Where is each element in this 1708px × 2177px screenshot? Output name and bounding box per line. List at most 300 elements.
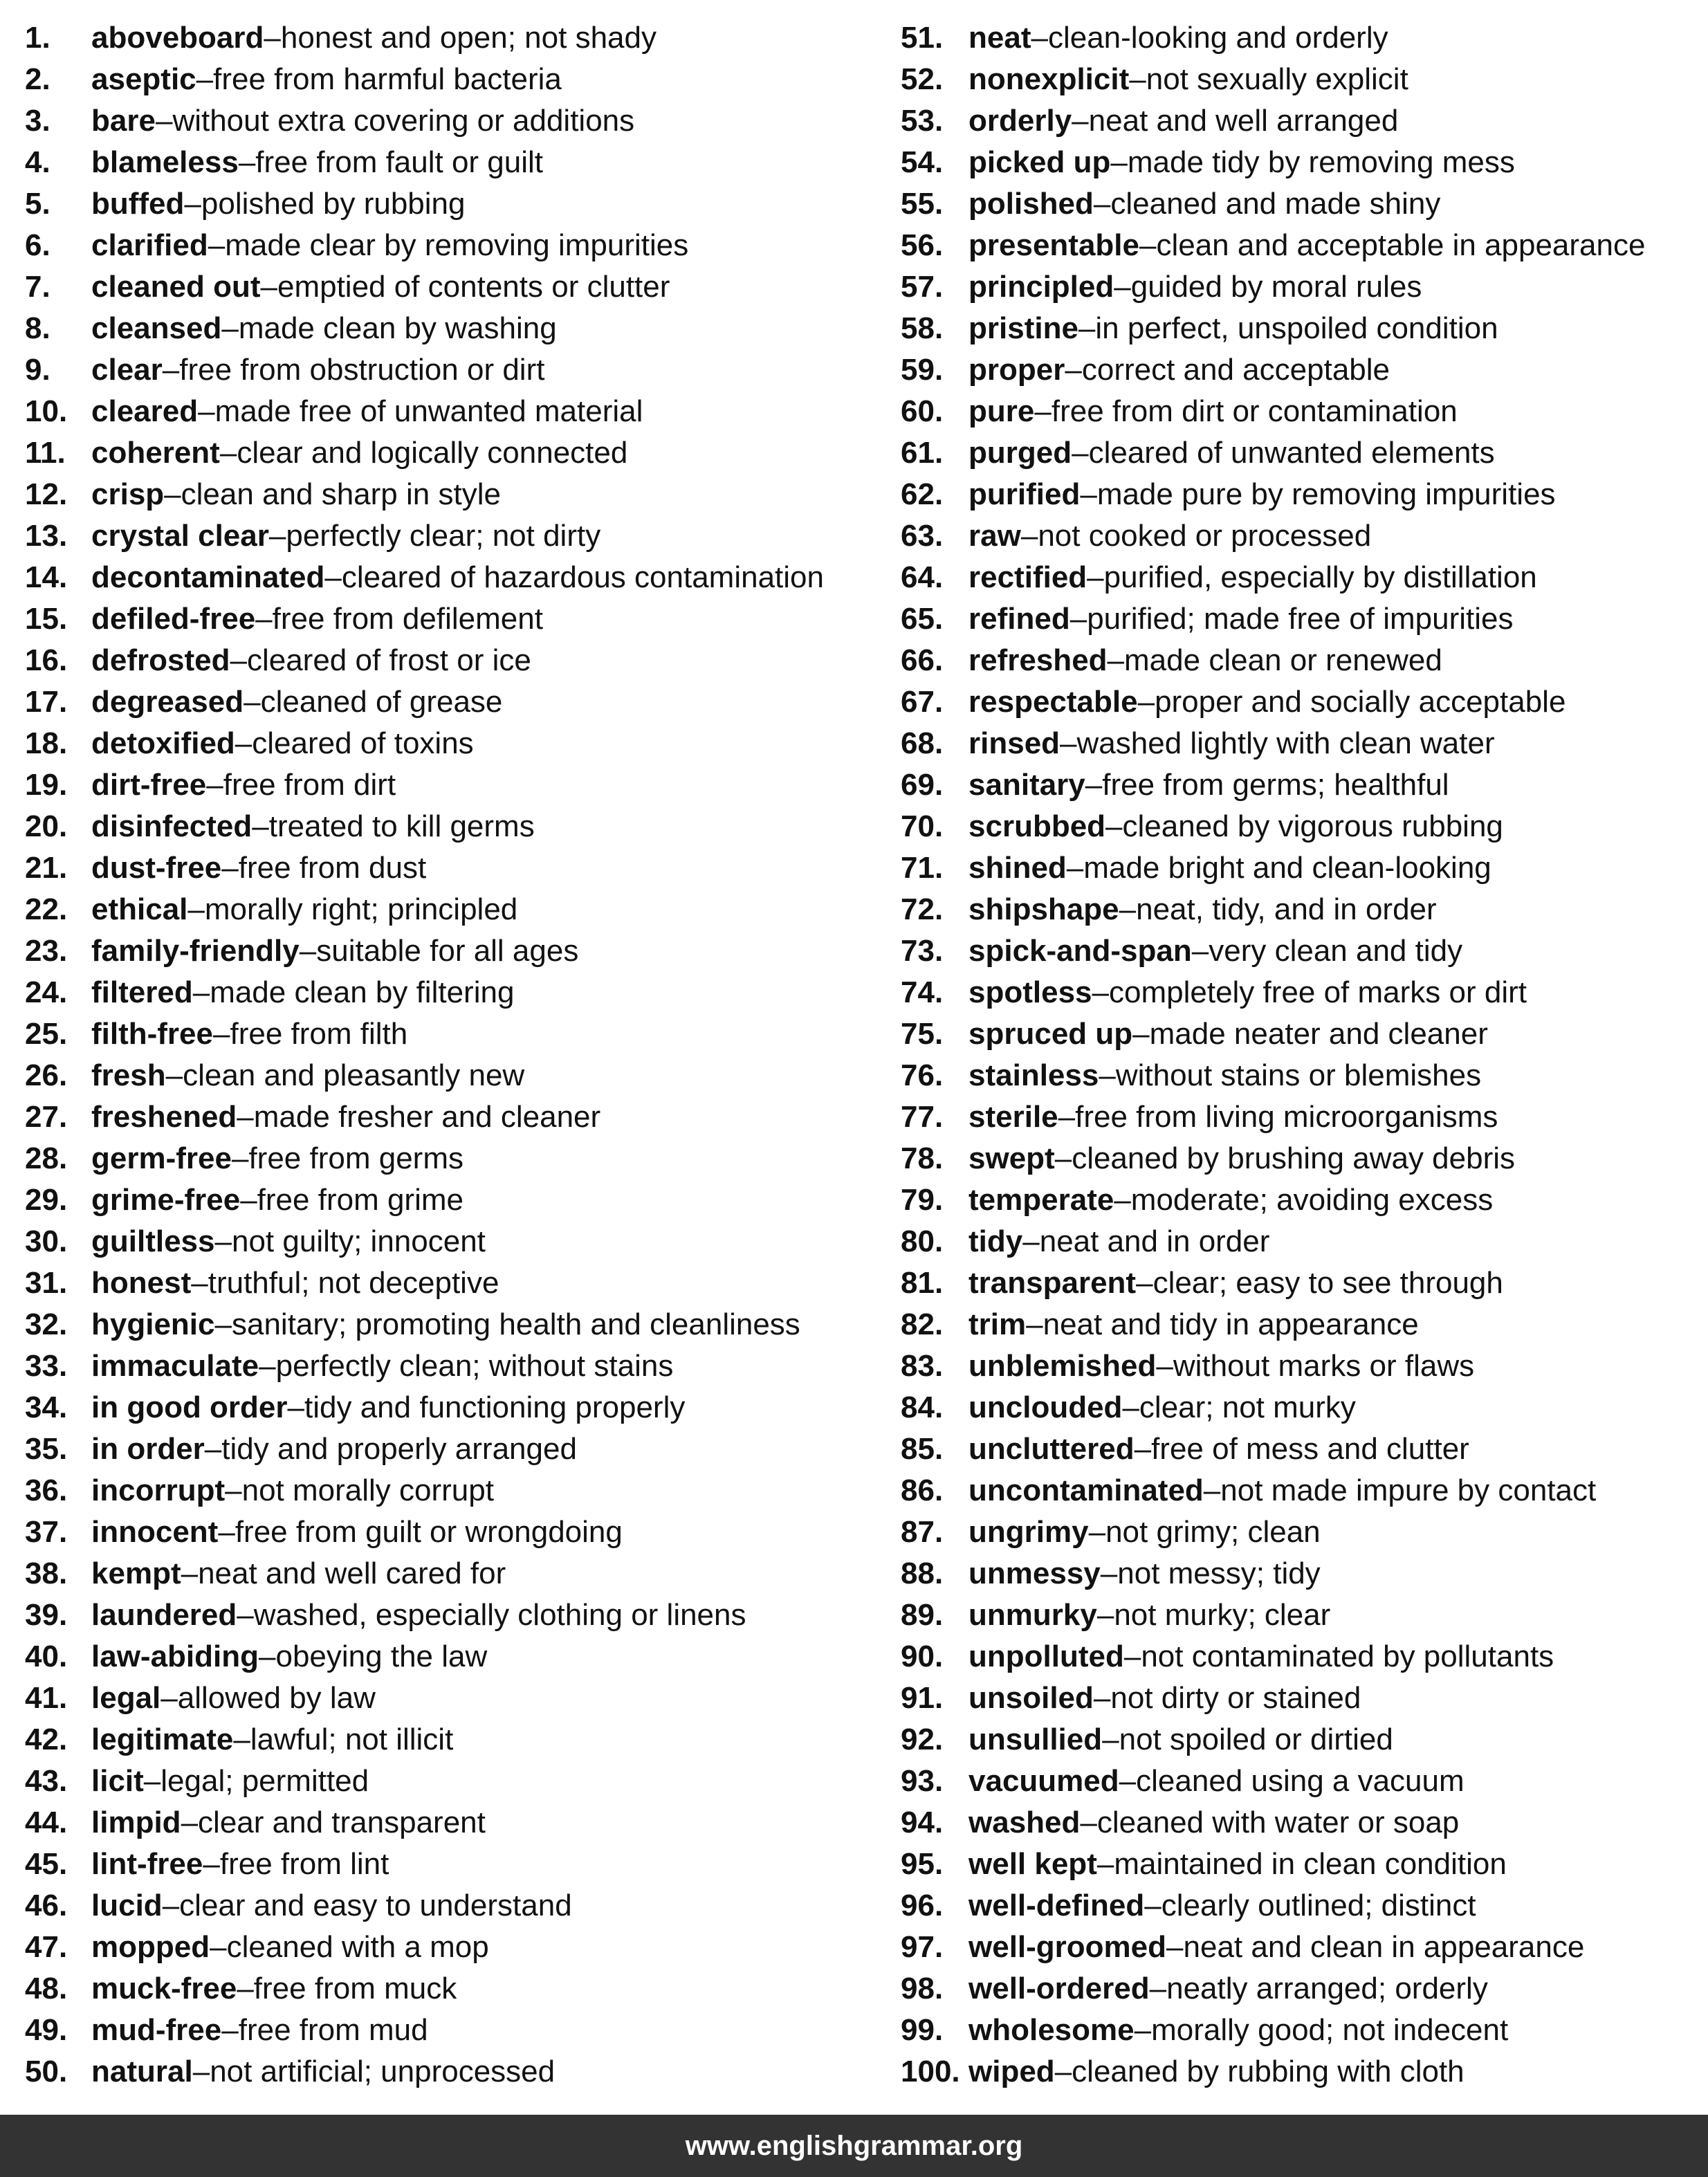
list-item <box>25 1844 876 1885</box>
entry-definition: cleaned using a vacuum <box>1136 1764 1464 1798</box>
entry-definition: free from harmful bacteria <box>213 62 562 96</box>
list-item <box>25 2051 876 2093</box>
entry-definition: completely free of marks or dirt <box>1109 975 1527 1009</box>
entry-separator: – <box>143 1764 161 1798</box>
entry-definition: not cooked or processed <box>1038 519 1372 553</box>
list-item <box>901 1262 1703 1304</box>
entry-word: refined <box>968 602 1070 636</box>
list-item <box>25 17 876 59</box>
entry-number: 84. <box>901 1390 944 1424</box>
entry-separator: – <box>1093 1681 1111 1715</box>
list-item <box>901 474 1703 515</box>
list-item <box>25 1304 876 1345</box>
list-item <box>901 2051 1703 2093</box>
entry-word: purged <box>968 436 1072 470</box>
entry-separator: – <box>1102 1723 1119 1756</box>
entry-definition: free from dirt or contamination <box>1051 394 1458 428</box>
entry-definition: neat and in order <box>1039 1224 1270 1258</box>
entry-number: 32. <box>25 1307 68 1341</box>
list-item <box>25 557 876 598</box>
entry-separator: – <box>162 1889 180 1922</box>
list-item <box>25 1512 876 1553</box>
entry-definition: free from lint <box>219 1847 389 1881</box>
entry-definition: made clear by removing impurities <box>225 228 689 262</box>
list-item <box>901 1470 1703 1512</box>
list-item <box>25 1221 876 1262</box>
entry-separator: – <box>1060 726 1077 760</box>
entry-word: washed <box>968 1806 1081 1839</box>
entry-separator: – <box>1069 602 1087 636</box>
list-item <box>25 142 876 183</box>
entry-separator: – <box>1156 1349 1173 1383</box>
list-item <box>901 1138 1703 1179</box>
entry-number: 3. <box>25 104 50 138</box>
entry-word: pure <box>968 394 1035 428</box>
entry-number: 57. <box>901 270 944 304</box>
entry-definition: treated to kill germs <box>268 809 535 843</box>
entry-number: 55. <box>901 187 944 221</box>
entry-number: 89. <box>901 1598 944 1632</box>
entry-separator: – <box>1031 21 1048 55</box>
entry-number: 9. <box>25 353 50 387</box>
entry-number: 62. <box>901 477 944 511</box>
entry-separator: – <box>264 21 281 55</box>
entry-word: filtered <box>91 975 193 1009</box>
entry-separator: – <box>1114 1183 1131 1217</box>
entry-number: 94. <box>901 1806 944 1839</box>
entry-separator: – <box>196 62 214 96</box>
entry-definition: cleared of unwanted elements <box>1088 436 1495 470</box>
entry-number: 27. <box>25 1100 68 1134</box>
entry-number: 24. <box>25 975 68 1009</box>
entry-word: vacuumed <box>968 1764 1119 1798</box>
list-item <box>25 640 876 681</box>
entry-word: cleansed <box>91 311 222 345</box>
entry-separator: – <box>162 353 180 387</box>
entry-definition: made fresher and cleaner <box>253 1100 601 1134</box>
entry-number: 81. <box>901 1266 944 1300</box>
entry-separator: – <box>214 1224 232 1258</box>
entry-definition: proper and socially acceptable <box>1155 685 1566 719</box>
entry-separator: – <box>1105 809 1123 843</box>
left-column <box>25 17 876 2093</box>
entry-word: pristine <box>968 311 1078 345</box>
entry-word: laundered <box>91 1598 237 1632</box>
entry-word: respectable <box>968 685 1138 719</box>
list-item <box>25 432 876 474</box>
list-item <box>901 515 1703 557</box>
entry-definition: clean and sharp in style <box>181 477 501 511</box>
entry-definition: not spoiled or dirtied <box>1119 1723 1393 1756</box>
entry-number: 50. <box>25 2055 68 2088</box>
entry-word: principled <box>968 270 1114 304</box>
entry-word: swept <box>968 1141 1055 1175</box>
entry-word: legal <box>91 1681 161 1715</box>
list-item <box>901 723 1703 764</box>
entry-definition: correct and acceptable <box>1081 353 1390 387</box>
entry-definition: free from germs; healthful <box>1102 768 1449 802</box>
entry-word: natural <box>91 2055 193 2088</box>
entry-number: 25. <box>25 1017 68 1051</box>
entry-separator: – <box>1092 975 1109 1009</box>
entry-number: 8. <box>25 311 50 345</box>
entry-definition: neat and tidy in appearance <box>1043 1307 1419 1341</box>
entry-separator: – <box>237 1972 254 2005</box>
entry-word: cleared <box>91 394 199 428</box>
entry-word: trim <box>968 1307 1027 1341</box>
list-item <box>901 972 1703 1013</box>
entry-word: detoxified <box>91 726 235 760</box>
entry-definition: washed, especially clothing or linens <box>253 1598 746 1632</box>
list-item <box>25 1013 876 1055</box>
entry-separator: – <box>1122 1390 1139 1424</box>
entry-definition: not grimy; clean <box>1105 1515 1321 1549</box>
entry-separator: – <box>1132 1017 1150 1051</box>
list-item <box>901 142 1703 183</box>
list-item <box>901 100 1703 142</box>
entry-definition: cleaned of grease <box>260 685 503 719</box>
entry-separator: – <box>1066 851 1084 885</box>
entry-definition: clean and acceptable in appearance <box>1156 228 1646 262</box>
entry-separator: – <box>221 311 239 345</box>
list-item <box>25 515 876 557</box>
entry-separator: – <box>260 270 277 304</box>
entry-separator: – <box>1110 145 1128 179</box>
entry-number: 40. <box>25 1639 68 1673</box>
entry-number: 12. <box>25 477 68 511</box>
entry-separator: – <box>198 394 215 428</box>
list-item <box>901 391 1703 432</box>
list-item <box>25 1678 876 1719</box>
entry-definition: cleaned and made shiny <box>1110 187 1441 221</box>
entry-separator: – <box>230 643 247 677</box>
entry-number: 46. <box>25 1889 68 1922</box>
footer-bar <box>0 2115 1708 2177</box>
list-item <box>25 1595 876 1636</box>
list-item <box>25 1802 876 1844</box>
list-item <box>25 681 876 723</box>
entry-number: 90. <box>901 1639 944 1673</box>
entry-number: 68. <box>901 726 944 760</box>
entry-word: mud-free <box>91 2013 222 2047</box>
entry-separator: – <box>240 1183 257 1217</box>
entry-definition: cleaned by brushing away debris <box>1072 1141 1516 1175</box>
entry-definition: free from living microorganisms <box>1075 1100 1498 1134</box>
entry-definition: not sexually explicit <box>1146 62 1408 96</box>
entry-definition: cleared of frost or ice <box>246 643 531 677</box>
entry-number: 93. <box>901 1764 944 1798</box>
entry-definition: lawful; not illicit <box>250 1723 454 1756</box>
entry-number: 67. <box>901 685 944 719</box>
entry-separator: – <box>214 1307 232 1341</box>
entry-word: rectified <box>968 560 1087 594</box>
entry-number: 34. <box>25 1390 68 1424</box>
entry-definition: free from muck <box>253 1972 457 2005</box>
entry-definition: made clean or renewed <box>1124 643 1442 677</box>
entry-definition: not messy; tidy <box>1117 1556 1321 1590</box>
entry-number: 47. <box>25 1930 68 1964</box>
list-item <box>901 1512 1703 1553</box>
entry-number: 35. <box>25 1432 68 1466</box>
entry-definition: clearly outlined; distinct <box>1161 1889 1476 1922</box>
footer-url[interactable]: www.englishgrammar.org <box>685 2130 1023 2161</box>
entry-word: lucid <box>91 1889 163 1922</box>
entry-number: 85. <box>901 1432 944 1466</box>
entry-word: scrubbed <box>968 809 1106 843</box>
entry-word: temperate <box>968 1183 1114 1217</box>
entry-word: unblemished <box>968 1349 1157 1383</box>
entry-separator: – <box>1166 1930 1184 1964</box>
entry-word: orderly <box>968 104 1072 138</box>
entry-number: 36. <box>25 1473 68 1507</box>
entry-number: 22. <box>25 892 68 926</box>
entry-number: 38. <box>25 1556 68 1590</box>
entry-word: limpid <box>91 1806 181 1839</box>
entry-definition: cleared of toxins <box>252 726 474 760</box>
entry-separator: – <box>1149 1972 1167 2005</box>
list-item <box>25 889 876 930</box>
list-item <box>901 308 1703 349</box>
entry-number: 7. <box>25 270 50 304</box>
entry-word: dust-free <box>91 851 222 885</box>
list-item <box>901 1221 1703 1262</box>
entry-word: stainless <box>968 1058 1099 1092</box>
entry-number: 78. <box>901 1141 944 1175</box>
entry-word: sterile <box>968 1100 1058 1134</box>
entry-definition: made clean by filtering <box>210 975 515 1009</box>
entry-number: 87. <box>901 1515 944 1549</box>
entry-number: 83. <box>901 1349 944 1383</box>
list-item <box>25 1387 876 1429</box>
entry-number: 77. <box>901 1100 944 1134</box>
entry-definition: free from dust <box>238 851 427 885</box>
list-item <box>901 1844 1703 1885</box>
entry-word: law-abiding <box>91 1639 259 1673</box>
entry-separator: – <box>324 560 342 594</box>
entry-definition: not artificial; unprocessed <box>210 2055 555 2088</box>
list-item <box>901 557 1703 598</box>
entry-definition: maintained in clean condition <box>1114 1847 1507 1881</box>
list-item <box>25 266 876 308</box>
list-item <box>25 1761 876 1802</box>
entry-number: 96. <box>901 1889 944 1922</box>
list-item <box>901 847 1703 889</box>
entry-separator: – <box>213 1017 230 1051</box>
entry-word: proper <box>968 353 1065 387</box>
entry-separator: – <box>1119 892 1137 926</box>
entry-number: 48. <box>25 1972 68 2005</box>
entry-separator: – <box>1022 1224 1040 1258</box>
entry-separator: – <box>1088 1515 1106 1549</box>
list-item <box>25 1636 876 1678</box>
entry-separator: – <box>208 228 226 262</box>
entry-definition: not made impure by contact <box>1220 1473 1597 1507</box>
list-item <box>25 1345 876 1387</box>
entry-word: muck-free <box>91 1972 237 2005</box>
list-item <box>901 1802 1703 1844</box>
entry-separator: – <box>165 1058 183 1092</box>
entry-word: neat <box>968 21 1031 55</box>
entry-definition: obeying the law <box>275 1639 488 1673</box>
entry-number: 4. <box>25 145 50 179</box>
entry-number: 64. <box>901 560 944 594</box>
entry-word: unsullied <box>968 1723 1103 1756</box>
entry-definition: not contaminated by pollutants <box>1141 1639 1554 1673</box>
list-item <box>901 1636 1703 1678</box>
entry-word: well-groomed <box>968 1930 1167 1964</box>
list-item <box>901 2010 1703 2051</box>
list-item <box>25 59 876 100</box>
list-item <box>25 930 876 972</box>
entry-number: 2. <box>25 62 50 96</box>
entry-definition: polished by rubbing <box>201 187 466 221</box>
entry-word: bare <box>91 104 156 138</box>
entry-definition: not dirty or stained <box>1110 1681 1361 1715</box>
list-item <box>901 1885 1703 1927</box>
list-item <box>901 183 1703 225</box>
list-item <box>25 1470 876 1512</box>
list-item <box>901 889 1703 930</box>
entry-word: raw <box>968 519 1021 553</box>
entry-definition: in perfect, unspoiled condition <box>1095 311 1498 345</box>
entry-word: tidy <box>968 1224 1023 1258</box>
list-item <box>25 1927 876 1968</box>
entry-number: 29. <box>25 1183 68 1217</box>
entry-number: 18. <box>25 726 68 760</box>
entry-separator: – <box>1119 1764 1137 1798</box>
entry-word: aseptic <box>91 62 196 96</box>
entry-word: spotless <box>968 975 1092 1009</box>
entry-word: legitimate <box>91 1723 234 1756</box>
entry-number: 54. <box>901 145 944 179</box>
entry-number: 10. <box>25 394 68 428</box>
entry-definition: neatly arranged; orderly <box>1166 1972 1488 2005</box>
entry-separator: – <box>181 1556 199 1590</box>
entry-number: 14. <box>25 560 68 594</box>
entry-definition: cleaned by vigorous rubbing <box>1122 809 1503 843</box>
entry-definition: clear; easy to see through <box>1153 1266 1503 1300</box>
list-item <box>901 1553 1703 1595</box>
entry-separator: – <box>233 1723 250 1756</box>
entry-separator: – <box>206 768 223 802</box>
entry-separator: – <box>237 1100 254 1134</box>
entry-definition: made tidy by removing mess <box>1127 145 1515 179</box>
list-item <box>901 930 1703 972</box>
entry-separator: – <box>1139 228 1157 262</box>
entry-definition: free from grime <box>257 1183 463 1217</box>
entry-definition: perfectly clear; not dirty <box>286 519 601 553</box>
entry-separator: – <box>1034 394 1052 428</box>
entry-word: nonexplicit <box>968 62 1130 96</box>
entry-number: 95. <box>901 1847 944 1881</box>
entry-separator: – <box>203 1847 220 1881</box>
entry-separator: – <box>1026 1307 1043 1341</box>
entry-separator: – <box>1096 1598 1114 1632</box>
entry-word: guiltless <box>91 1224 215 1258</box>
entry-definition: washed lightly with clean water <box>1076 726 1495 760</box>
entry-number: 72. <box>901 892 944 926</box>
list-item <box>25 972 876 1013</box>
entry-number: 44. <box>25 1806 68 1839</box>
list-item <box>901 1387 1703 1429</box>
list-item <box>25 1055 876 1096</box>
list-item <box>25 225 876 266</box>
list-item <box>901 598 1703 640</box>
entry-definition: cleared of hazardous contamination <box>341 560 824 594</box>
entry-definition: free from filth <box>230 1017 408 1051</box>
list-item <box>25 764 876 806</box>
entry-definition: without marks or flaws <box>1173 1349 1475 1383</box>
entry-word: clear <box>91 353 163 387</box>
entry-number: 59. <box>901 353 944 387</box>
entry-separator: – <box>1099 1058 1116 1092</box>
entry-word: presentable <box>968 228 1139 262</box>
entry-word: blameless <box>91 145 239 179</box>
entry-separator: – <box>1054 1141 1072 1175</box>
entry-word: polished <box>968 187 1094 221</box>
list-item <box>25 1719 876 1761</box>
entry-separator: – <box>1072 436 1089 470</box>
entry-separator: – <box>1107 643 1125 677</box>
entry-separator: – <box>219 436 237 470</box>
entry-definition: clean and pleasantly new <box>183 1058 525 1092</box>
list-item <box>901 1013 1703 1055</box>
entry-separator: – <box>1134 1432 1152 1466</box>
entry-number: 45. <box>25 1847 68 1881</box>
entry-separator: – <box>1191 934 1209 968</box>
entry-number: 1. <box>25 21 50 55</box>
entry-word: rinsed <box>968 726 1060 760</box>
list-item <box>25 474 876 515</box>
entry-word: aboveboard <box>91 21 264 55</box>
entry-number: 100. <box>901 2055 960 2088</box>
entry-number: 11. <box>25 436 66 470</box>
entry-definition: made neater and cleaner <box>1149 1017 1488 1051</box>
list-item <box>901 764 1703 806</box>
entry-separator: – <box>210 1930 227 1964</box>
entry-definition: tidy and properly arranged <box>221 1432 577 1466</box>
list-item <box>25 391 876 432</box>
entry-separator: – <box>225 1473 242 1507</box>
entry-word: crisp <box>91 477 165 511</box>
entry-word: germ-free <box>91 1141 232 1175</box>
entry-separator: – <box>1058 1100 1076 1134</box>
entry-definition: clear and easy to understand <box>179 1889 572 1922</box>
entry-number: 58. <box>901 311 944 345</box>
entry-separator: – <box>160 1681 178 1715</box>
entry-number: 70. <box>901 809 944 843</box>
entry-separator: – <box>1134 2013 1152 2047</box>
entry-definition: without stains or blemishes <box>1115 1058 1482 1092</box>
list-item <box>901 349 1703 391</box>
entry-number: 30. <box>25 1224 68 1258</box>
entry-word: lint-free <box>91 1847 203 1881</box>
entry-separator: – <box>1096 1847 1114 1881</box>
entry-separator: – <box>237 1598 254 1632</box>
entry-definition: neat and well arranged <box>1088 104 1399 138</box>
list-item <box>901 1719 1703 1761</box>
entry-word: degreased <box>91 685 244 719</box>
entry-separator: – <box>192 975 210 1009</box>
entry-number: 73. <box>901 934 944 968</box>
entry-definition: tidy and functioning properly <box>304 1390 686 1424</box>
right-column <box>901 17 1703 2093</box>
entry-number: 31. <box>25 1266 68 1300</box>
entry-separator: – <box>164 477 181 511</box>
list-item <box>901 806 1703 847</box>
entry-separator: – <box>181 1806 199 1839</box>
entry-word: defrosted <box>91 643 230 677</box>
